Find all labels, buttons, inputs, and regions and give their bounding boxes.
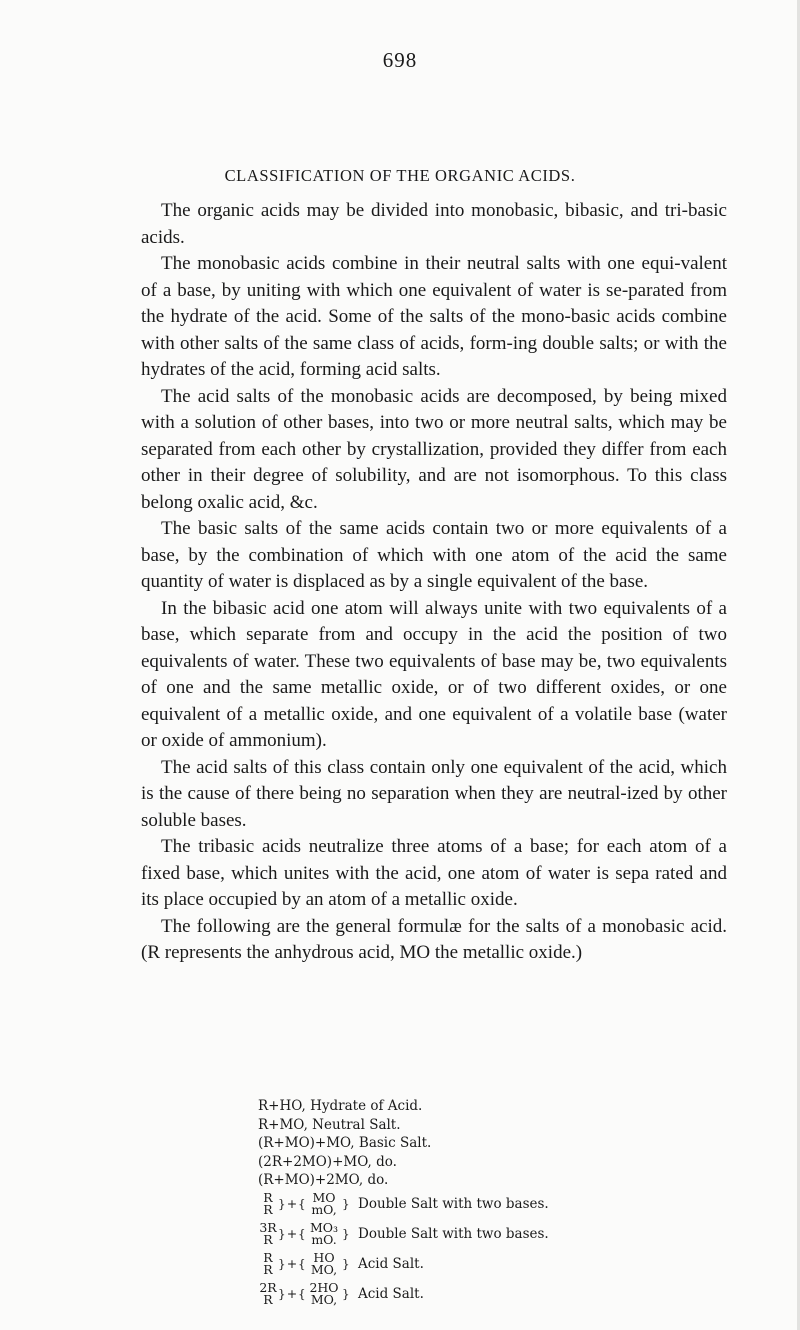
brace-formula: 2R R }+{ 2HO MO, } Acid Salt. — [259, 1280, 424, 1307]
formula-right-bottom: mO, — [311, 1202, 337, 1217]
page-number: 698 — [382, 48, 418, 72]
brace-icon: } — [342, 1257, 350, 1271]
formula-left-bottom: R — [263, 1262, 273, 1277]
formula-right-bottom: mO. — [311, 1232, 337, 1247]
paragraph-basic-salts: The basic salts of the same acids contain two or more equivalents of a base, by the combination of which with one atom of the acid the same quantity of water is displaced as by a single equivalent of the base. — [141, 518, 727, 592]
paragraph-acid-salts: The acid salts of the monobasic acids are decomposed, by being mixed with a solution of other bases, into two or more neutral salts, which may be separated from each other by crystallization, provided they differ from each other in their degree of solubility, and are not isomorphous. To this class belong oxalic acid, &c. — [141, 385, 727, 513]
paragraph-bibasic-acid-salts: The acid salts of this class contain only one equivalent of the acid, which is the cause of there being no separation when they are neutral-ized by other soluble bases. — [141, 756, 727, 831]
formula-note: Double Salt with two bases. — [358, 1226, 549, 1242]
brace-formula: R R }+{ HO MO, } Acid Salt. — [263, 1250, 424, 1277]
paragraph-intro: The organic acids may be divided into monobasic, bibasic, and tri-basic acids. — [141, 200, 727, 248]
formula-right-top: HO — [313, 1250, 335, 1265]
body-text — [141, 198, 727, 967]
formula-right-top: 2HO — [309, 1280, 339, 1295]
formula-left-top: 3R — [259, 1220, 277, 1235]
formula-note: Acid Salt. — [358, 1256, 424, 1272]
brace-formula: 3R R }+{ MO₃ mO. } Double Salt with two bases. — [259, 1220, 549, 1247]
formula-left-top: 2R — [259, 1280, 277, 1295]
brace-icon: { — [298, 1287, 306, 1301]
formula-left-bottom: R — [263, 1292, 273, 1307]
formula-line: R+HO, Hydrate of Acid. — [258, 1098, 423, 1114]
formula-right-top: MO — [312, 1190, 336, 1205]
brace-icon: } — [342, 1287, 350, 1301]
brace-icon: } — [342, 1227, 350, 1241]
paragraph-monobasic: The monobasic acids combine in their neutral salts with one equi-valent of a base, by uniting with which one equivalent of water is se-parated from the hydrate of the acid. Some of the salts of the mono-basic acids combine with other salts of the same class of acids, form-ing double salts; or with the hydrates of the acid, forming acid salts. — [141, 253, 727, 380]
formula-right-bottom: MO, — [310, 1262, 338, 1277]
formula-left-bottom: R — [263, 1232, 273, 1247]
formula-right-top: MO₃ — [309, 1220, 339, 1235]
paragraph-bibasic: In the bibasic acid one atom will always unite with two equivalents of a base, which separate from and occupy in the acid the position of two equivalents of water. These two equivalents of base may be, two equivalents of one and the same metallic oxide, or of two different oxides, or one equivalent of a metallic oxide, and one equivalent of a volatile base (water or oxide of ammonium). — [141, 597, 727, 751]
brace-icon: } — [278, 1257, 286, 1271]
formula-left-bottom: R — [263, 1202, 273, 1217]
brace-icon: { — [298, 1227, 306, 1241]
formula-line: R+MO, Neutral Salt. — [258, 1116, 401, 1133]
formula-list — [258, 1097, 431, 1190]
paragraph-formulae-intro: The following are the general formulæ for the salts of a monobasic acid. (R represents the anhydrous acid, MO the metallic oxide.) — [141, 915, 727, 963]
section-title: CLASSIFICATION OF THE ORGANIC ACIDS. — [224, 166, 576, 185]
formula-line: (R+MO)+2MO, do. — [258, 1172, 389, 1188]
paragraph-tribasic: The tribasic acids neutralize three atoms of a base; for each atom of a fixed base, which unites with the acid, one atom of water is sepa rated and its place occupied by an atom of a metallic oxide. — [141, 836, 727, 910]
formula-left-top: R — [263, 1250, 273, 1265]
brace-icon: { — [298, 1197, 306, 1211]
formula-note: Double Salt with two bases. — [358, 1196, 549, 1212]
brace-icon: } — [342, 1197, 350, 1211]
formula-line: (R+MO)+MO, Basic Salt. — [258, 1135, 432, 1151]
formula-note: Acid Salt. — [358, 1286, 424, 1302]
brace-icon: } — [278, 1227, 286, 1241]
formula-left-top: R — [263, 1190, 273, 1205]
brace-formula: R R }+{ MO mO, } Double Salt with two bases. — [263, 1190, 549, 1217]
brace-icon: { — [298, 1257, 306, 1271]
brace-icon: } — [278, 1197, 286, 1211]
formula-right-bottom: MO, — [310, 1292, 338, 1307]
formula-line: (2R+2MO)+MO, do. — [258, 1153, 397, 1170]
brace-icon: } — [278, 1287, 286, 1301]
